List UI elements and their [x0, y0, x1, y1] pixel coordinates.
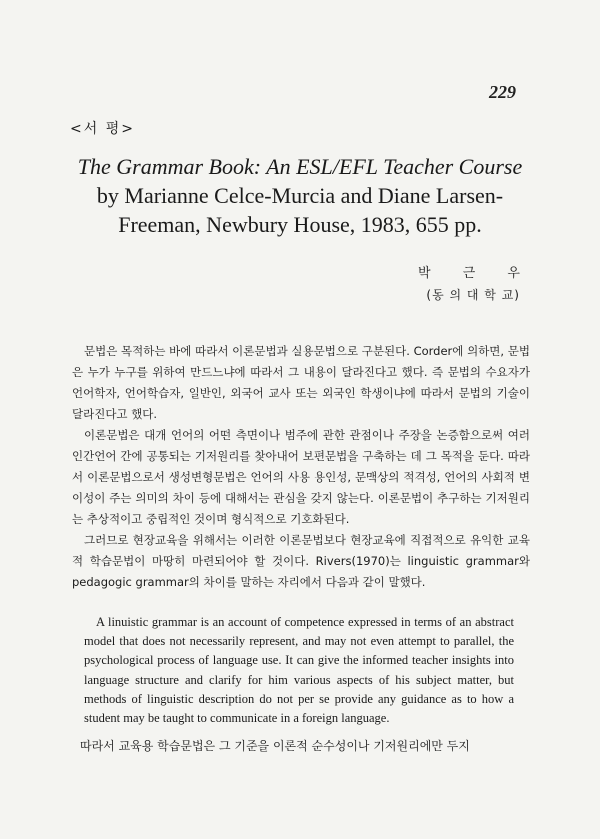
reviewer-name: 박 근 우 — [418, 266, 520, 281]
body-paragraph-1: 문법은 목적하는 바에 따라서 이론문법과 실용문법으로 구분된다. Corder에 의하면, 문법은 누가 누구를 위하여 만드느냐에 따라서 그 내용이 달라진다고 했다. 즉 문법의 수요자가 언어학자, 언어학습자, 일반인, 외국어 교사 또는 외국인 학생이냐에 따라서 문법의 기술이 달라진다고 했다. — [72, 344, 530, 421]
book-title — [60, 152, 540, 239]
body-paragraph-2: 이론문법은 대개 언어의 어떤 측면이나 범주에 관한 관점이나 주장을 논증함으로써 여러 인간언어 간에 공통되는 기저원리를 찾아내어 보편문법을 구축하는 데 그 목적을 둔다. 따라서 이론문법으로서 생성변형문법은 언어의 사용 용인성, 문맥상의 적격성, 언어의 사회적 변이성이 주는 의미의 차이 등에 대해서는 관심을 갖지 않는다. 이론문법이 추구하는 기저원리는 추상적이고 중립적인 것이며 형식적으로 기호화된다. — [72, 428, 530, 526]
book-title-line-2: by Marianne Celce-Murcia and Diane Larsen- — [96, 183, 504, 208]
block-quote — [84, 613, 514, 728]
book-title-italic: The Grammar Book: An ESL/EFL Teacher Course — [77, 154, 523, 179]
section-tag: <서 평> — [70, 121, 135, 137]
review-body — [72, 341, 530, 593]
page-number: 229 — [489, 82, 516, 102]
body-paragraph-3: 그러므로 현장교육을 위해서는 이러한 이론문법보다 현장교육에 직접적으로 유익한 교육적 학습문법이 마땅히 마련되어야 할 것이다. Rivers(1970)는 linguistic grammar와 pedagogic grammar의 차이를 말하는 자리에서 다음과 같이 말했다. — [72, 533, 530, 589]
book-title-line-3: Freeman, Newbury House, 1983, 655 pp. — [118, 212, 482, 237]
block-quote-text: A linuistic grammar is an account of competence expressed in terms of an abstract model that does not necessarily represent, and may not even attempt to parallel, the psychological process of language use. It can give the informed teacher insights into language structure and clarify for him various aspects of his subject matter, but methods of linguistic description do not per se provide any guidance as to how a student may be taught to communicate in a foreign language. — [84, 615, 514, 726]
closing-line: 따라서 교육용 학습문법은 그 기준을 이론적 순수성이나 기저원리에만 두지 — [80, 739, 470, 753]
reviewer-affiliation: (동 의 대 학 교) — [426, 288, 520, 302]
